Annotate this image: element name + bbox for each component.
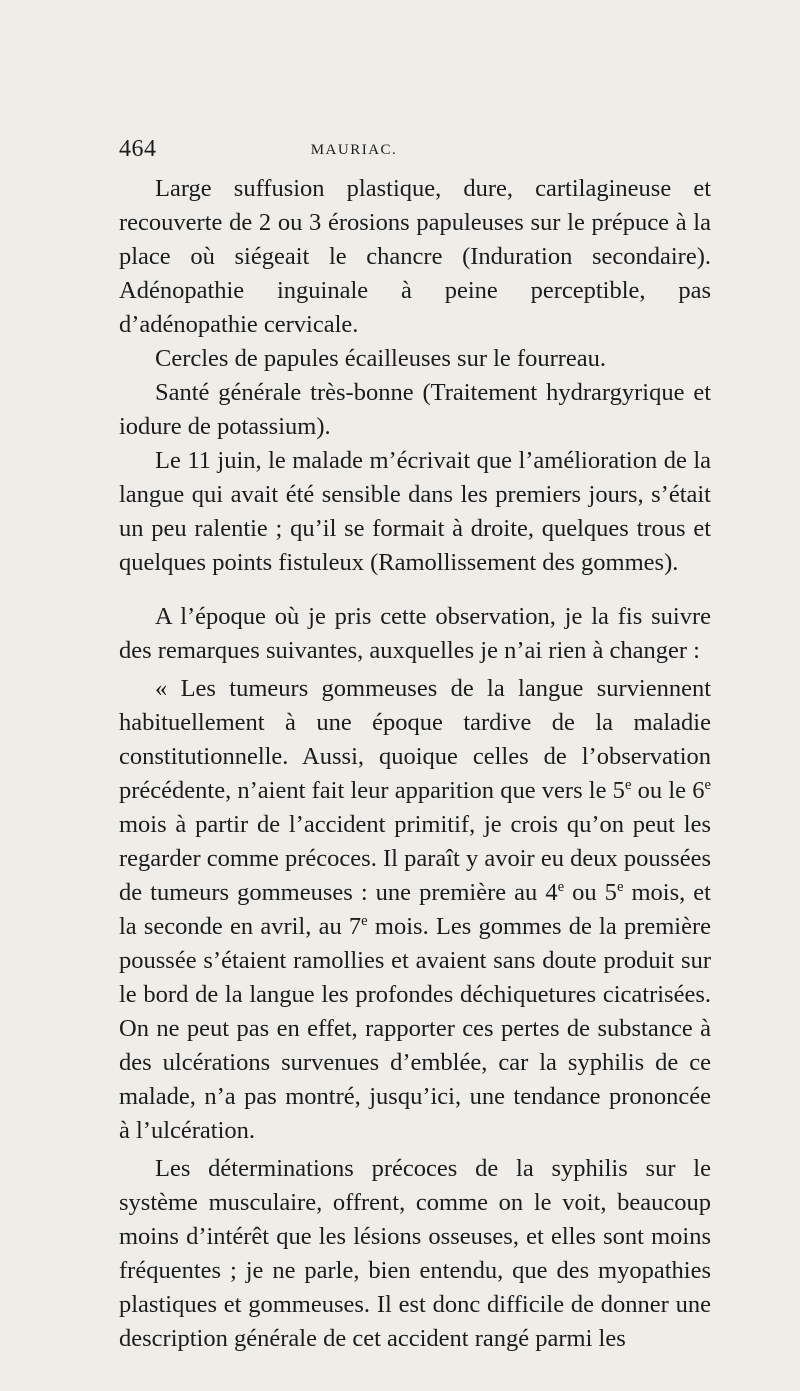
paragraph-juin: Le 11 juin, le malade m’écrivait que l’amélioration de la langue qui avait été sensible dans les premiers jours, s’était un peu ralentie ; qu’il se formait à droite, quelques trous et quelques points fistuleux (Ramollissement des gommes). xyxy=(119,447,711,576)
page-number: 464 xyxy=(119,136,157,162)
quote-text-4: ou 5 xyxy=(564,879,617,906)
paragraph-quote xyxy=(119,672,711,1148)
quote-text-1: « Les tumeurs gommeuses de la langue surviennent habituellement à une époque tardive de la maladie constitutionnelle. Aussi, quoique celles de l’observation précédente, n’aient fait leur apparition que vers le 5 xyxy=(119,675,711,804)
paragraph-sante: Santé générale très-bonne (Traitement hydrargyrique et iodure de potassium). xyxy=(119,379,711,440)
quote-sup-3: e xyxy=(557,879,565,895)
quote-sup-1: e xyxy=(624,777,632,793)
quote-sup-4: e xyxy=(616,879,624,895)
quote-text-3: mois à partir de l’accident primitif, je crois qu’on peut les regarder comme précoces. Il paraît y avoir eu deux poussées de tumeurs gommeuses : une première au 4 xyxy=(119,811,711,906)
paragraph-determinations: Les déterminations précoces de la syphilis sur le système musculaire, offrent, comme on le voit, beaucoup moins d’intérêt que les lésions osseuses, et elles sont moins fréquentes ; je ne parle, bien entendu, que des myopathies plastiques et gommeuses. Il est donc difficile de donner une description générale de cet accident rangé parmi les xyxy=(119,1155,711,1352)
quote-text-6: mois. Les gommes de la première poussée s’étaient ramollies et avaient sans doute produit sur le bord de la langue les profondes déchiquetures cicatrisées. On ne peut pas en effet, rapporter ces pertes de substance à des ulcérations survenues d’emblée, car la syphilis de ce malade, n’a pas montré, jusqu’ici, une tendance prononcée à l’ulcération. xyxy=(119,913,712,1144)
running-head: MAURIAC. xyxy=(310,142,398,158)
paragraph-cercles: Cercles de papules écailleuses sur le fourreau. xyxy=(155,345,607,372)
quote-text-5: mois, et la seconde en avril, au 7 xyxy=(119,879,711,940)
body-text xyxy=(119,172,711,1356)
page-header xyxy=(119,130,709,166)
paragraph-induration: Large suffusion plastique, dure, cartilagineuse et recouverte de 2 ou 3 érosions papuleuses sur le prépuce à la place où siégeait le chancre (Induration secondaire). Adénopathie inguinale à peine perceptible, pas d’adénopathie cervicale. xyxy=(119,175,711,338)
paragraph-epoque: A l’époque où je pris cette observation, je la fis suivre des remarques suivantes, auxquelles je n’ai rien à changer : xyxy=(119,603,711,664)
quote-sup-2: e xyxy=(704,777,711,793)
quote-text-2: ou le 6 xyxy=(631,777,705,804)
quote-sup-5: e xyxy=(361,913,368,929)
